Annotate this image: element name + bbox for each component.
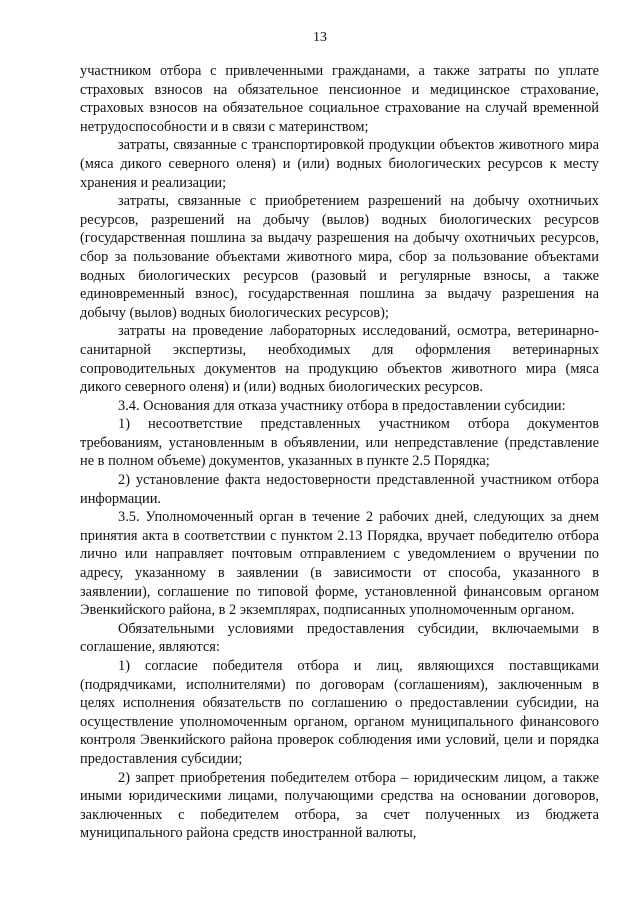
mandatory-condition-1: 1) согласие победителя отбора и лиц, являющихся поставщиками (подрядчиками, исполнителями) по договорам (соглашениям), заключенным в целях исполнения обязательств по соглашению о предоставлении субсидии, на осуществление уполномоченным органом, органом муниципального финансового контроля Эвенкийского района проверок соблюдения ими условий, цели и порядка предоставления субсидии; bbox=[80, 658, 599, 767]
section-3-5-paragraph: 3.5. Уполномоченный орган в течение 2 рабочих дней, следующих за днем принятия акта в соответствии с пунктом 2.13 Порядка, вручает победителю отбора лично или направляет почтовым отправлением с уведомлением о вручении по адресу, указанному в заявлении (в зависимости от способа, указанного в заявлении), соглашение по типовой форме, установленной финансовым органом Эвенкийского района, в 2 экземплярах, подписанных уполномоченным органом. bbox=[80, 509, 599, 619]
paragraph-laboratory-costs: затраты на проведение лабораторных исследований, осмотра, ветеринарно-санитарной экспертизы, необходимых для оформления ветеринарных сопроводительных документов на продукцию объектов животного мира (мяса дикого северного оленя) и (или) водных биологических ресурсов. bbox=[80, 323, 599, 396]
mandatory-conditions-intro: Обязательными условиями предоставления субсидии, включаемыми в соглашение, являются: bbox=[80, 620, 599, 656]
paragraph-continuation-insurance-costs: участником отбора с привлеченными гражданами, а также затраты по уплате страховых взносов на обязательное пенсионное и медицинское страхование, страховых взносов на обязательное социальное страхование на случай временной нетрудоспособности и в связи с материнством; bbox=[80, 63, 599, 135]
mandatory-condition-2: 2) запрет приобретения победителем отбора – юридическим лицом, а также иными юридическими лицами, получающими средства на основании договоров, заключенных с победителем отбора, за счет полученных из бюджета муниципального района средств иностранной валюты, bbox=[80, 769, 599, 842]
paragraph-permit-costs: затраты, связанные с приобретением разрешений на добычу охотничьих ресурсов, разрешений на добычу (вылов) водных биологических ресурсов (государственная пошлина за выдачу разрешения на добычу охотничьих ресурсов, сбор за пользование объектами животного мира, сбор за пользование объектами водных биологических ресурсов (разовый и регулярные взносы, а также единовременный взнос), государственная пошлина за выдачу разрешения на добычу (вылов) водных биологических ресурсов); bbox=[80, 193, 599, 321]
document-body bbox=[80, 62, 599, 843]
paragraph-transport-costs: затраты, связанные с транспортировкой продукции объектов животного мира (мяса дикого северного оленя) и (или) водных биологических ресурсов к месту хранения и реализации; bbox=[80, 137, 599, 191]
refusal-ground-2: 2) установление факта недостоверности представленной участником отбора информации. bbox=[80, 472, 599, 507]
refusal-ground-1: 1) несоответствие представленных участником отбора документов требованиям, установленным в объявлении, или непредставление (представление не в полном объеме) документов, указанных в пункте 2.5 Порядка; bbox=[80, 416, 599, 470]
page-number: 13 bbox=[313, 30, 327, 45]
section-3-4-heading: 3.4. Основания для отказа участнику отбора в предоставлении субсидии: bbox=[118, 397, 566, 414]
